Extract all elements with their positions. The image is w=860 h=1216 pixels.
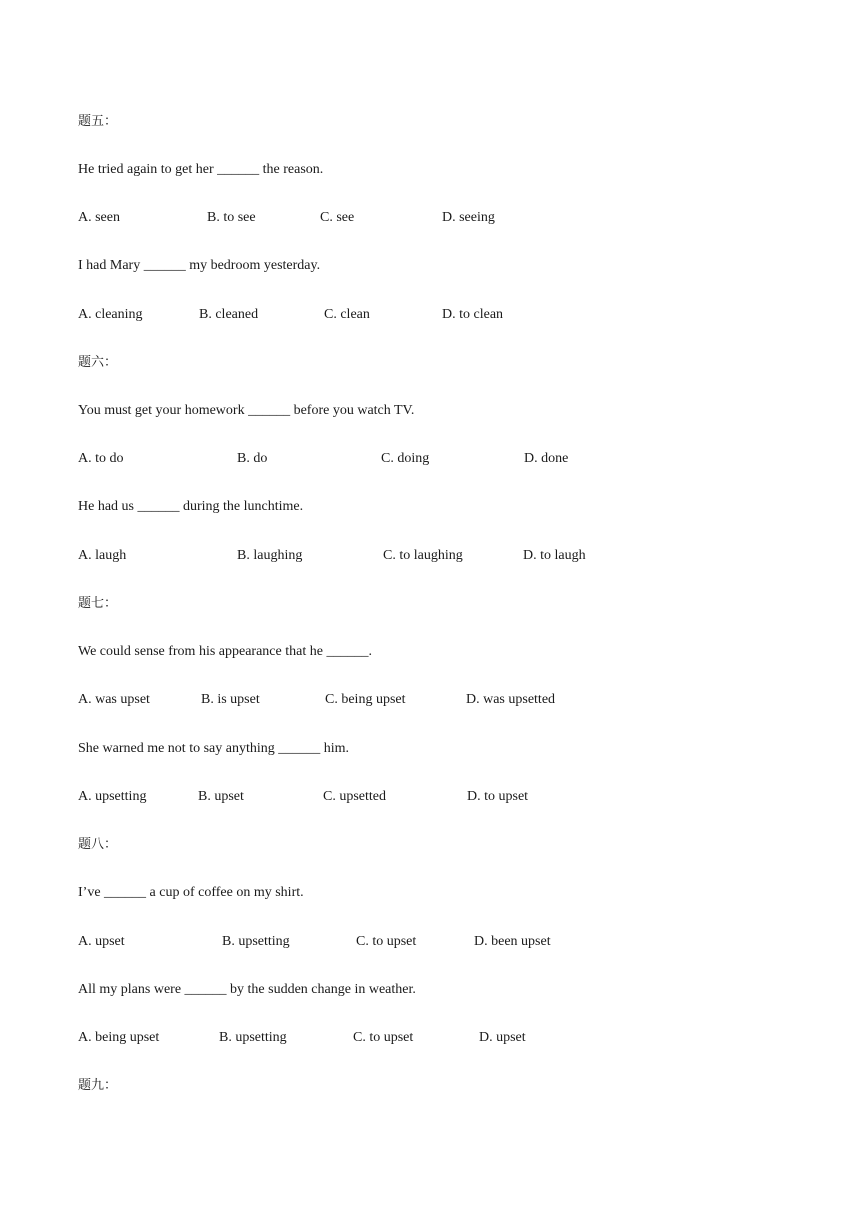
option-b: B. is upset [201, 692, 260, 707]
option-a: A. being upset [78, 1030, 160, 1045]
option-b: B. to see [207, 210, 256, 225]
option-b: B. cleaned [199, 307, 259, 322]
section-heading: 题九： [78, 1078, 118, 1093]
option-d: D. was upsetted [466, 692, 556, 707]
question-text: I had Mary ______ my bedroom yesterday. [78, 258, 321, 273]
option-c: C. upsetted [323, 789, 386, 804]
question-text: I’ve ______ a cup of coffee on my shirt. [78, 885, 304, 900]
option-d: D. to upset [467, 789, 529, 804]
question-text: He had us ______ during the lunchtime. [78, 499, 304, 514]
option-b: B. laughing [237, 548, 303, 563]
option-c: C. to upset [353, 1030, 414, 1045]
option-a: A. cleaning [78, 307, 143, 322]
option-d: D. done [524, 451, 569, 466]
question-text: We could sense from his appearance that he ______. [78, 644, 372, 659]
option-d: D. seeing [442, 210, 495, 225]
option-a: A. seen [78, 210, 120, 225]
option-a: A. upsetting [78, 789, 147, 804]
section-heading: 题六： [78, 355, 118, 370]
option-c: C. to laughing [383, 548, 463, 563]
section-heading: 题七： [78, 596, 118, 611]
option-a: A. upset [78, 934, 125, 949]
option-d: D. upset [479, 1030, 526, 1045]
option-b: B. upsetting [222, 934, 290, 949]
option-b: B. upsetting [219, 1030, 287, 1045]
option-c: C. see [320, 210, 355, 225]
question-text: She warned me not to say anything ______ him. [78, 741, 350, 756]
option-d: D. to laugh [523, 548, 586, 563]
option-a: A. was upset [78, 692, 150, 707]
option-c: C. to upset [356, 934, 417, 949]
section-heading: 题五： [78, 114, 118, 129]
question-text: All my plans were ______ by the sudden change in weather. [78, 982, 416, 997]
option-c: C. clean [324, 307, 370, 322]
option-a: A. laugh [78, 548, 127, 563]
option-c: C. doing [381, 451, 430, 466]
question-text: You must get your homework ______ before you watch TV. [78, 403, 415, 418]
option-b: B. upset [198, 789, 244, 804]
option-d: D. been upset [474, 934, 551, 949]
section-heading: 题八： [78, 837, 118, 852]
option-a: A. to do [78, 451, 124, 466]
option-c: C. being upset [325, 692, 406, 707]
option-d: D. to clean [442, 307, 504, 322]
question-text: He tried again to get her ______ the reason. [78, 162, 324, 177]
option-b: B. do [237, 451, 268, 466]
